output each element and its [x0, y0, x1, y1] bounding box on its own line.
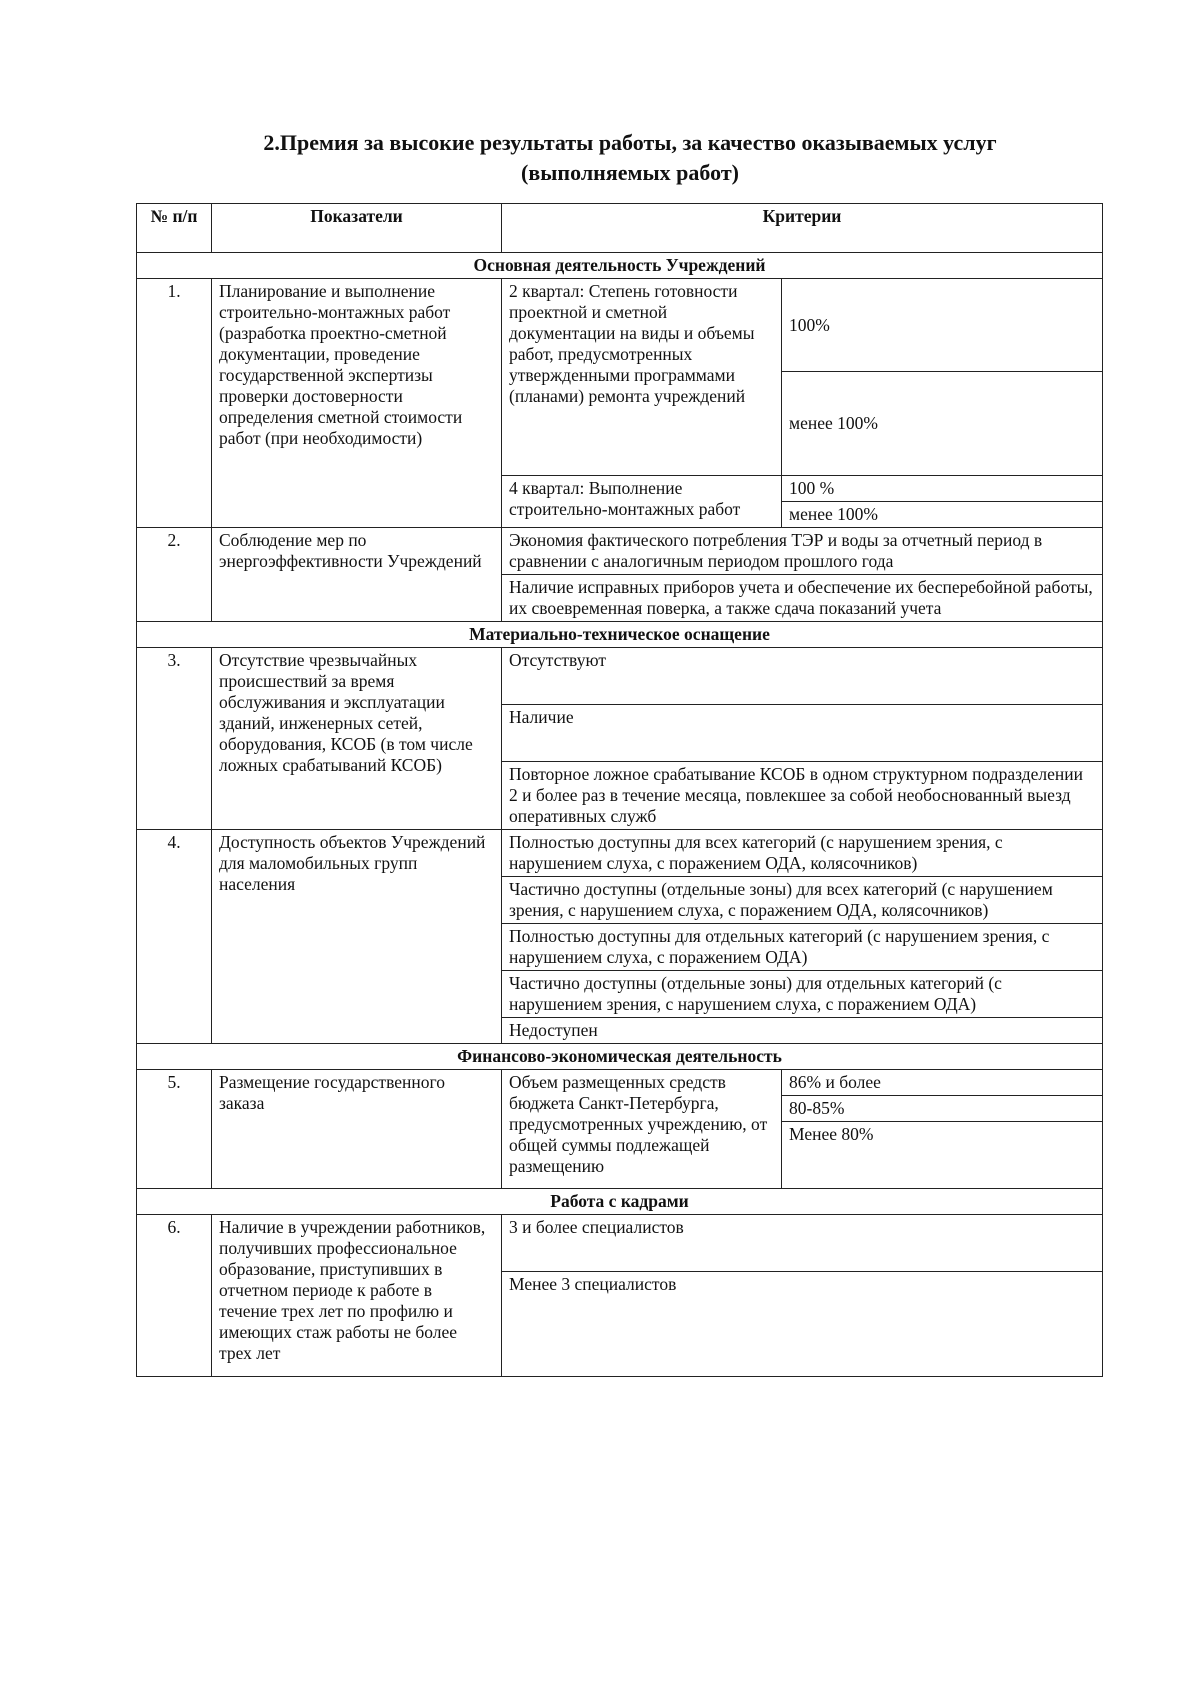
criterion-cell: Полностью доступны для всех категорий (с нарушением зрения, с нарушением слуха, с поражением ОДА, колясочников) — [502, 830, 1103, 877]
table-row — [137, 648, 1103, 705]
criterion-cell: Наличие — [502, 705, 1103, 762]
criterion-value: 80-85% — [782, 1096, 1103, 1122]
criterion-cell: Экономия фактического потребления ТЭР и воды за отчетный период в сравнении с аналогичным периодом прошлого года — [502, 528, 1103, 575]
criterion-value: 100 % — [782, 476, 1103, 502]
criterion-value: Менее 80% — [782, 1122, 1103, 1189]
section-title: Финансово-экономическая деятельность — [137, 1044, 1103, 1070]
criterion-value: 100% — [782, 279, 1103, 372]
criterion-cell: 2 квартал: Степень готовности проектной и сметной документации на виды и объемы работ, предусмотренных утвержденными программами (планами) ремонта учреждений — [502, 279, 782, 476]
title-line-1: 2.Премия за высокие результаты работы, за качество оказываемых услуг — [263, 130, 997, 155]
row-indicator: Доступность объектов Учреждений для маломобильных групп населения — [212, 830, 502, 1044]
criteria-table — [136, 203, 1103, 1377]
section-title: Работа с кадрами — [137, 1189, 1103, 1215]
row-indicator: Соблюдение мер по энергоэффективности Учреждений — [212, 528, 502, 622]
criterion-cell: 3 и более специалистов — [502, 1215, 1103, 1272]
table-header-row — [137, 204, 1103, 253]
row-number: 1. — [137, 279, 212, 528]
row-indicator: Планирование и выполнение строительно-монтажных работ (разработка проектно-сметной документации, проведение государственной экспертизы проверки достоверности определения сметной стоимости работ (при необходимости) — [212, 279, 502, 528]
criterion-cell: Частично доступны (отдельные зоны) для отдельных категорий (с нарушением зрения, с нарушением слуха, с поражением ОДА) — [502, 971, 1103, 1018]
section-row — [137, 1044, 1103, 1070]
row-number: 2. — [137, 528, 212, 622]
section-row — [137, 1189, 1103, 1215]
criterion-value: менее 100% — [782, 372, 1103, 476]
criterion-cell: Объем размещенных средств бюджета Санкт-Петербурга, предусмотренных учреждению, от общей суммы подлежащей размещению — [502, 1070, 782, 1189]
table-row — [137, 279, 1103, 372]
row-indicator: Наличие в учреждении работников, получивших профессиональное образование, приступивших в отчетном периоде к работе в течение трех лет по профилю и имеющих стаж работы не более трех лет — [212, 1215, 502, 1377]
criterion-cell: Отсутствуют — [502, 648, 1103, 705]
table-row — [137, 1070, 1103, 1096]
table-row — [137, 1215, 1103, 1272]
row-number: 6. — [137, 1215, 212, 1377]
table-row — [137, 528, 1103, 575]
row-indicator: Отсутствие чрезвычайных происшествий за время обслуживания и эксплуатации зданий, инженерных сетей, оборудования, КСОБ (в том числе ложных срабатываний КСОБ) — [212, 648, 502, 830]
section-row — [137, 253, 1103, 279]
header-criteria: Критерии — [502, 204, 1103, 253]
criterion-value: менее 100% — [782, 502, 1103, 528]
page-title — [130, 128, 1130, 188]
criterion-cell: Полностью доступны для отдельных категорий (с нарушением зрения, с нарушением слуха, с поражением ОДА) — [502, 924, 1103, 971]
criterion-cell: Повторное ложное срабатывание КСОБ в одном структурном подразделении 2 и более раз в течение месяца, повлекшее за собой необоснованный выезд оперативных служб — [502, 762, 1103, 830]
criterion-cell: Наличие исправных приборов учета и обеспечение их бесперебойной работы, их своевременная поверка, а также сдача показаний учета — [502, 575, 1103, 622]
section-title: Материально-техническое оснащение — [137, 622, 1103, 648]
row-indicator: Размещение государственного заказа — [212, 1070, 502, 1189]
row-number: 3. — [137, 648, 212, 830]
criterion-cell: 4 квартал: Выполнение строительно-монтажных работ — [502, 476, 782, 528]
header-indicator: Показатели — [212, 204, 502, 253]
criterion-cell: Частично доступны (отдельные зоны) для всех категорий (с нарушением зрения, с нарушением слуха, с поражением ОДА, колясочников) — [502, 877, 1103, 924]
criterion-cell: Менее 3 специалистов — [502, 1272, 1103, 1377]
section-title: Основная деятельность Учреждений — [137, 253, 1103, 279]
table-row — [137, 830, 1103, 877]
criterion-cell: Недоступен — [502, 1018, 1103, 1044]
row-number: 4. — [137, 830, 212, 1044]
title-line-2: (выполняемых работ) — [521, 160, 739, 185]
row-number: 5. — [137, 1070, 212, 1189]
header-num: № п/п — [137, 204, 212, 253]
section-row — [137, 622, 1103, 648]
criterion-value: 86% и более — [782, 1070, 1103, 1096]
